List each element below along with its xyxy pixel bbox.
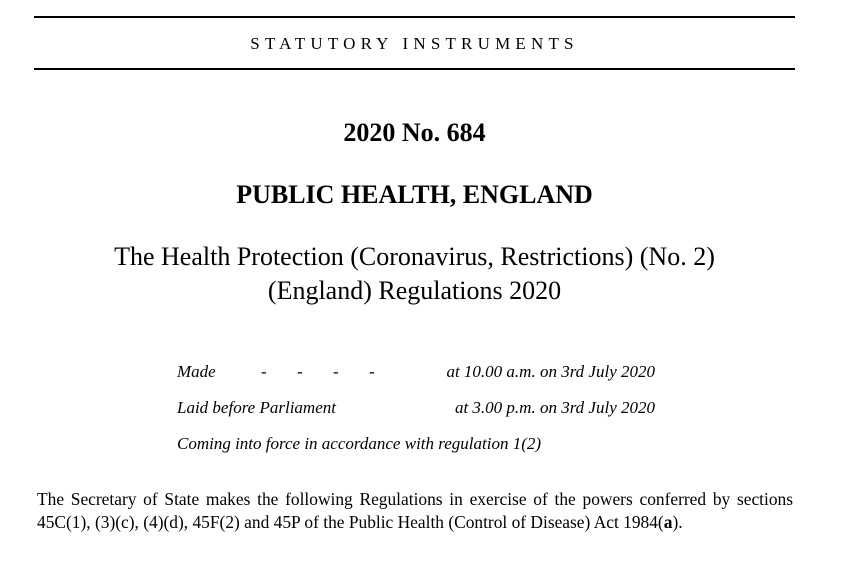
coming-into-force-row (177, 433, 677, 455)
preamble-text: The Secretary of State makes the following Regulations in exercise of the powers conferred by sections 45C(1), (3)(c), (4)(d), 45F(2) and 45P of the Public Health (Control of Disease) Act 1984( (37, 489, 793, 532)
laid-date-row (177, 397, 677, 419)
leader-dash: - (297, 362, 303, 381)
leader-dash: - (333, 362, 339, 381)
laid-value: at 3.00 p.m. on 3rd July 2020 (454, 398, 655, 417)
leader-dash: - (369, 362, 375, 381)
instrument-number: 2020 No. 684 (343, 118, 486, 147)
made-leader-dashes (261, 361, 405, 383)
instrument-title-line-1: The Health Protection (Coronavirus, Restrictions) (No. 2) (114, 242, 715, 271)
made-value: at 10.00 a.m. on 3rd July 2020 (446, 362, 655, 381)
laid-label: Laid before Parliament (177, 398, 336, 417)
header-top-rule (34, 16, 795, 18)
instrument-title (0, 240, 829, 308)
enacting-preamble (37, 488, 793, 533)
series-heading: STATUTORY INSTRUMENTS (250, 34, 579, 53)
coming-into-force-label: Coming into force in accordance with regulation 1(2) (177, 434, 542, 453)
instrument-title-line-2: (England) Regulations 2020 (267, 276, 562, 305)
leader-dash: - (261, 362, 267, 381)
footnote-reference[interactable]: a (663, 511, 673, 532)
made-date-row (177, 361, 677, 383)
preamble-text-end: ). (672, 511, 683, 532)
header-bottom-rule (34, 68, 795, 70)
instrument-subject: PUBLIC HEALTH, ENGLAND (236, 180, 593, 209)
made-label: Made (177, 362, 216, 381)
